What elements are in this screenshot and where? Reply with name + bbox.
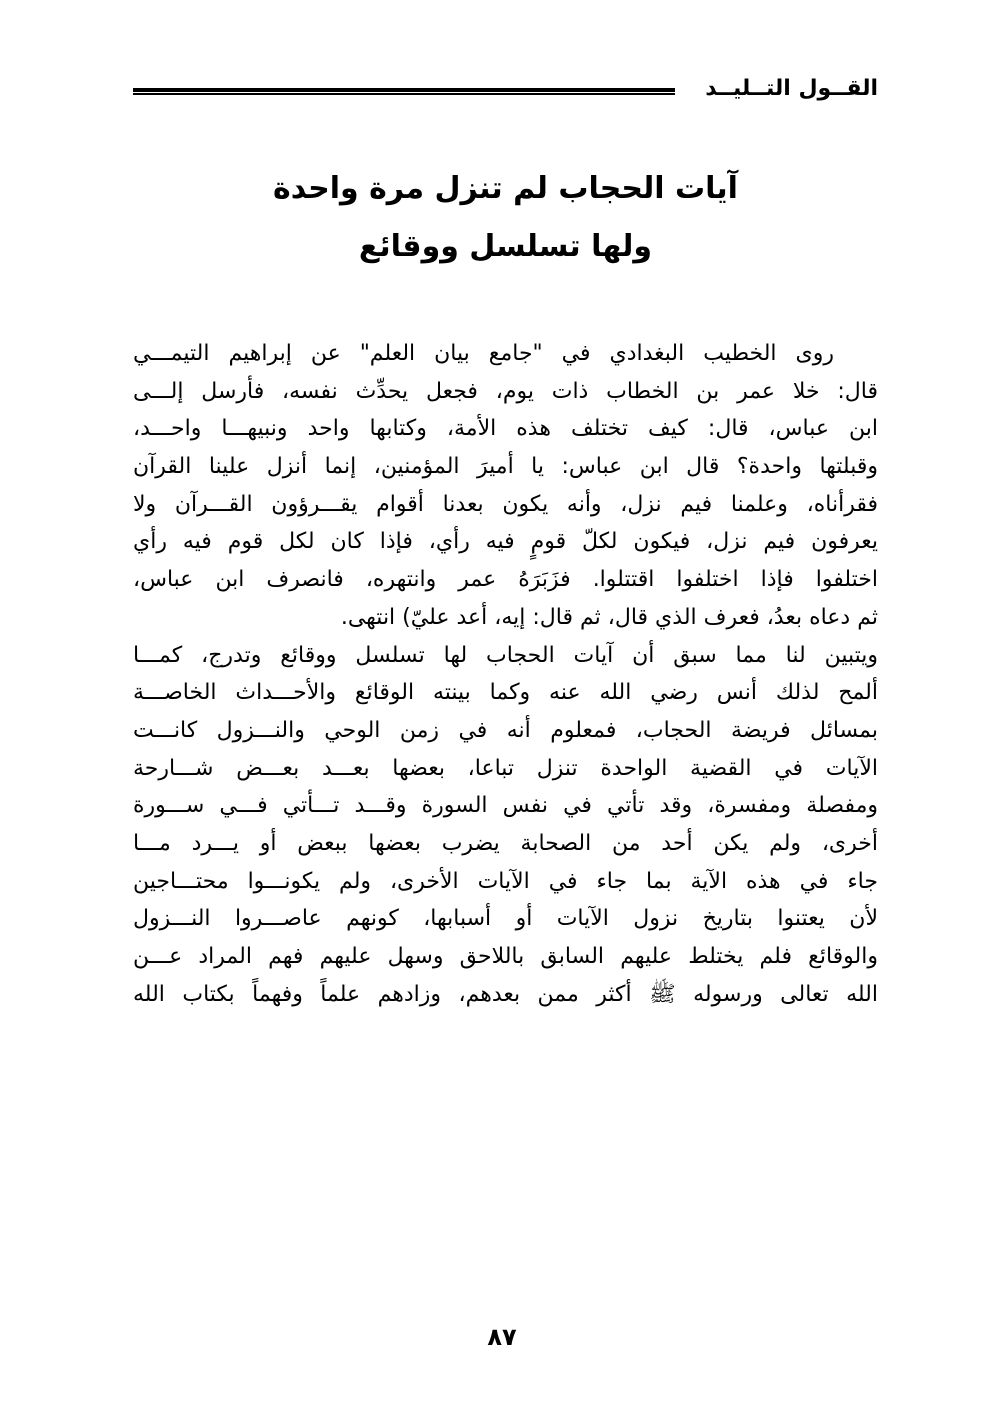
paragraph-1-line-1: روى الخطيب البغدادي في "جامع بيان العلم" عن إبراهيم التيمـــي [133, 341, 834, 366]
running-title: القــول التــليــد [705, 76, 878, 101]
paragraph-1-line-3: ابن عباس، قال: كيف تختلف هذه الأمة، وكتابها واحد ونبيهـــا واحـــد، [133, 416, 878, 442]
body-text [133, 335, 878, 1013]
paragraph-2-line-9: والوقائع فلم يختلط عليهم السابق باللاحق وسهل عليهم فهم المراد عـــن [133, 944, 878, 969]
chapter-title-line-1: آيات الحجاب لم تنزل مرة واحدة [273, 171, 738, 206]
paragraph-2-line-8: لأن يعتنوا بتاريخ نزول الآيات أو أسبابها، كونهم عاصـــروا النـــزول [133, 906, 878, 932]
running-header [133, 72, 878, 106]
chapter-title [133, 160, 878, 276]
page-number: ٨٧ [487, 1323, 517, 1351]
paragraph-1-line-2: قال: خلا عمر بن الخطاب ذات يوم، فجعل يحدِّث نفسه، فأرسل إلـــى [133, 378, 878, 404]
paragraph-1-line-8: ثم دعاه بعدُ، فعرف الذي قال، ثم قال: إيه، أعد عليّ) انتهى. [340, 604, 878, 630]
paragraph-2-line-3: بمسائل فريضة الحجاب، فمعلوم أنه في زمن الوحي والنـــزول كانـــت [133, 717, 878, 743]
chapter-title-line-2: ولها تسلسل ووقائع [358, 229, 653, 264]
paragraph-1-line-4: وقبلتها واحدة؟ قال ابن عباس: يا أميرَ المؤمنين، إنما أنزل علينا القرآن [133, 454, 878, 480]
paragraph-2-line-4: الآيات في القضية الواحدة تنزل تباعا، بعضها بعـــد بعـــض شـــارحة [133, 755, 878, 781]
paragraph-2-line-1: ويتبين لنا مما سبق أن آيات الحجاب لها تسلسل ووقائع وتدرج، كمـــا [133, 642, 878, 668]
header-rule [133, 88, 675, 95]
paragraph-1-line-6: يعرفون فيم نزل، فيكون لكلّ قومٍ فيه رأي، فإذا كان لكل قوم فيه رأي [133, 529, 878, 555]
paragraph-2-line-10: الله تعالى ورسوله ﷺ أكثر ممن بعدهم، وزادهم علماً وفهماً بكتاب الله [133, 981, 878, 1007]
paragraph-2-line-2: ألمح لذلك أنس رضي الله عنه وكما بينته الوقائع والأحـــداث الخاصـــة [133, 680, 878, 706]
paragraph-1-line-7: اختلفوا فإذا اختلفوا اقتتلوا. فزَبَرَهُ عمر وانتهره، فانصرف ابن عباس، [133, 567, 878, 593]
paragraph-1-line-5: فقرأناه، وعلمنا فيم نزل، وأنه يكون بعدنا أقوام يقـــرؤون القـــرآن ولا [133, 491, 878, 517]
paragraph-2-line-6: أخرى، ولم يكن أحد من الصحابة يضرب بعضها ببعض أو يـــرد مـــا [133, 830, 878, 856]
paragraph-2-line-7: جاء في هذه الآية بما جاء في الآيات الأخرى، ولم يكونـــوا محتـــاجين [133, 868, 878, 894]
paragraph-2-line-5: ومفصلة ومفسرة، وقد تأتي في نفس السورة وقـــد تـــأتي فـــي ســـورة [133, 793, 878, 819]
